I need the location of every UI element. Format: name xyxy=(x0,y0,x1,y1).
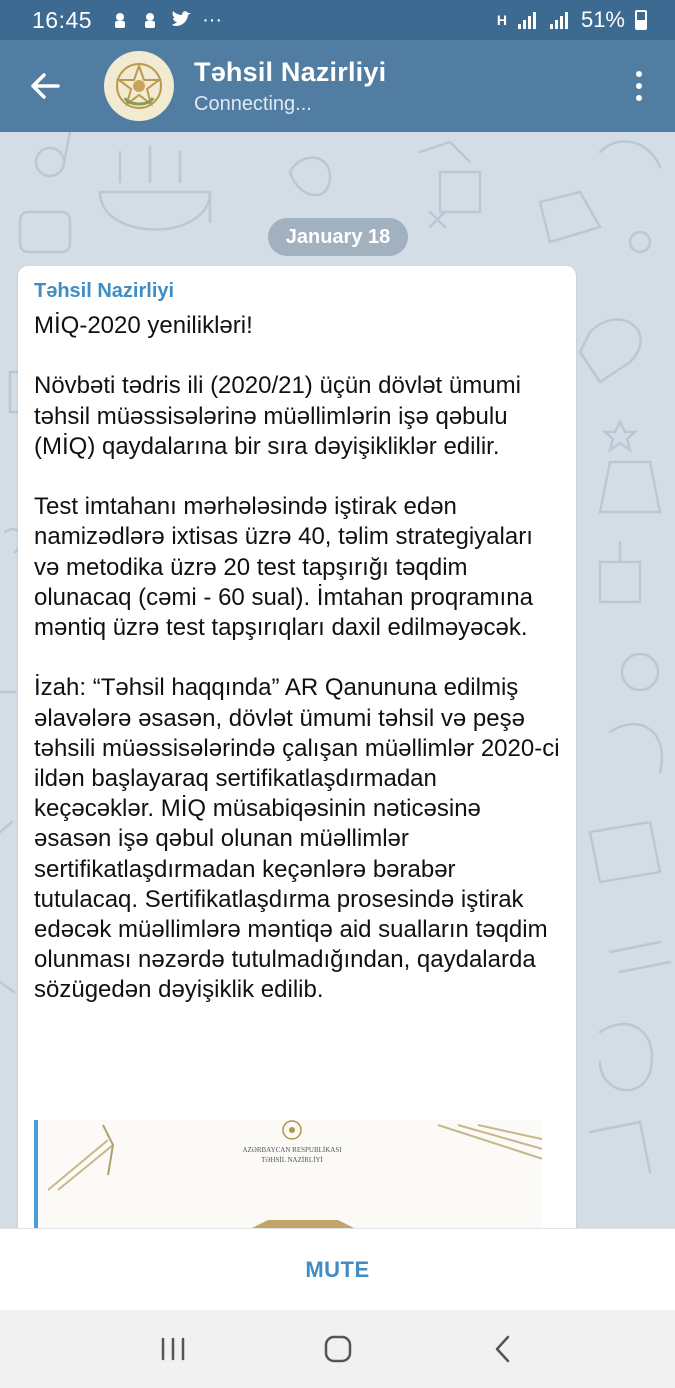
network-type: H xyxy=(496,12,507,28)
emblem-icon xyxy=(111,58,167,114)
twitter-icon xyxy=(170,10,192,30)
notification-icon xyxy=(140,10,160,30)
menu-dot xyxy=(636,83,642,89)
signal-icon xyxy=(517,10,539,30)
more-options-button[interactable] xyxy=(603,40,675,132)
system-nav-bar xyxy=(0,1310,675,1388)
notification-icon xyxy=(110,10,130,30)
chat-area[interactable] xyxy=(0,132,675,1228)
status-time: 16:45 xyxy=(32,6,93,33)
menu-dot xyxy=(636,71,642,77)
channel-avatar[interactable] xyxy=(104,51,174,121)
app-bar xyxy=(0,40,675,132)
status-right xyxy=(497,7,647,33)
home-icon xyxy=(323,1334,353,1364)
chat-header-info[interactable] xyxy=(194,57,386,116)
date-separator: January 18 xyxy=(268,218,408,256)
attachment-org-line2: TƏHSİL NAZİRLİYİ xyxy=(261,1156,323,1164)
document-preview xyxy=(38,1120,542,1228)
chevron-left-icon xyxy=(492,1334,514,1364)
message-sender[interactable]: Təhsil Nazirliyi xyxy=(34,280,175,302)
recent-apps-button[interactable] xyxy=(143,1319,203,1379)
message-bubble[interactable] xyxy=(18,266,576,1228)
mute-button[interactable]: MUTE xyxy=(305,1256,370,1282)
back-button[interactable] xyxy=(0,40,90,132)
back-nav-button[interactable] xyxy=(473,1319,533,1379)
connection-status: Connecting... xyxy=(194,92,312,115)
status-bar xyxy=(0,0,675,40)
notification-icons xyxy=(110,9,222,32)
arrow-left-icon xyxy=(30,73,60,99)
attachment-org-line1: AZƏRBAYCAN RESPUBLİKASI xyxy=(242,1146,342,1154)
message-text: MİQ-2020 yenilikləri! Növbəti tədris ili (2020/21) üçün dövlət ümumi təhsil müəssisələrinə müəllimlərin işə qəbulu (MİQ) qaydalarına bir sıra dəyişikliklər edilir. Test imtahanı mərhələsində iştirak edən namizədlərə ixtisas üzrə 40, təlim strategiyaları və metodika üzrə 20 test tapşırığı təqdim olunacaq (cəmi - 60 sual). İmtahan proqramına məntiq üzrə test tapşırıqları daxil edilməyəcək. İzah: “Təhsil haqqında” AR Qanununa edilmiş əlavələrə əsasən, dövlət ümumi təhsil və peşə təhsili müəssisələrində çalışan müəllimlər 2020-ci ildən başlayaraq sertifikatlaşdırmadan keçəcəklər. MİQ müsabiqəsinin nəticəsinə əsasən işə qəbul olunan müəllimlər sertifikatlaşdırmadan keçənlərə bərabər tutulacaq. Sertifikatlaşdırma prosesində iştirak edəcək müəllimlərə məntiqə aid sualların təqdim olunması nəzərdə tutulmadığından, qaydalarda sözügedən dəyişiklik edilib. xyxy=(34,312,560,1004)
recent-apps-icon xyxy=(159,1336,187,1362)
menu-dot xyxy=(636,95,642,101)
chat-title: Təhsil Nazirliyi xyxy=(194,56,387,87)
message-image-attachment[interactable] xyxy=(34,1120,542,1228)
home-button[interactable] xyxy=(308,1319,368,1379)
battery-percent: 51% xyxy=(580,7,625,32)
battery-icon xyxy=(635,10,647,30)
more-notifications-icon: ··· xyxy=(202,8,223,31)
bottom-action-bar xyxy=(0,1228,675,1310)
signal-icon xyxy=(549,10,571,30)
